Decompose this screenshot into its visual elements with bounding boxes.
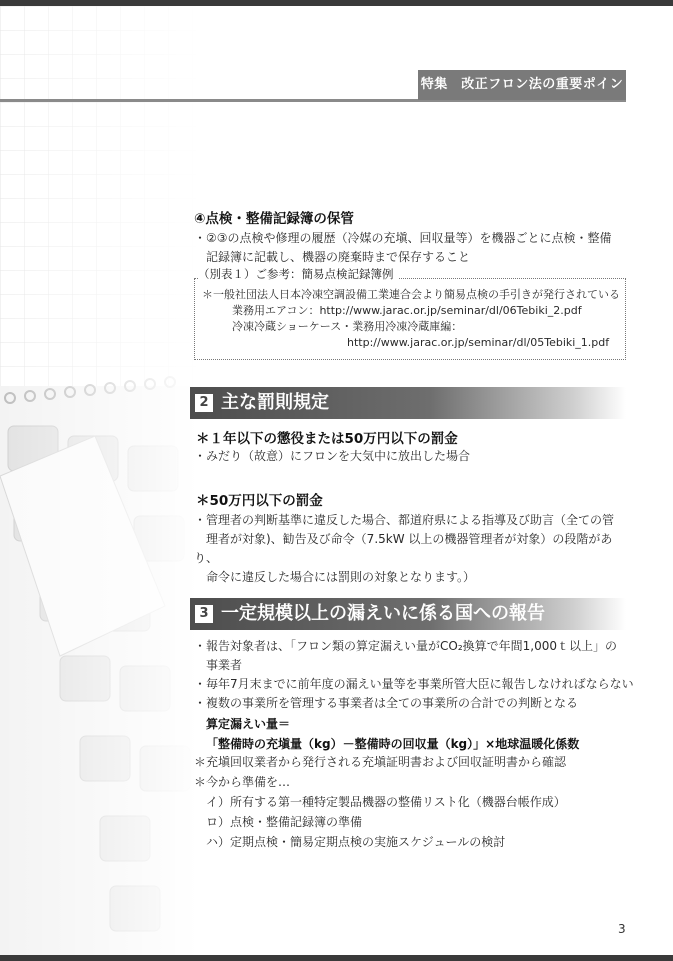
penalty2-heading: ＊50万円以下の罰金 [196,493,323,509]
report-line: ・毎年7月末までに前年度の漏えい量等を事業所管大臣に報告しなければならない [194,677,634,691]
prep-item: ロ）点検・整備記録簿の準備 [206,815,363,829]
section2-number: 2 [195,394,213,412]
section3-number: 3 [195,605,213,623]
report-line: ・複数の事業所を管理する事業者は全ての事業所の合計での判断となる [194,696,579,710]
penalty2-line: 理者が対象)、勧告及び命令（7.5kW 以上の機器管理者が対象）の段階があり、 [194,532,613,565]
reference-label: （別表１）ご参考：簡易点検記録簿例 [198,266,398,282]
header-tag: 特集 改正フロン法の重要ポイント [418,70,626,100]
penalty2-text [194,511,634,587]
penalty1-text: ・みだり（故意）にフロンを大気中に放出した場合 [194,449,471,463]
note-line: ＊充塡回収業者から発行される充塡証明書および回収証明書から確認 [194,755,567,769]
reference-link-aircon[interactable]: 業務用エアコン：http://www.jarac.or.jp/seminar/dl/06Tebiki_2.pdf [232,304,582,317]
formula: 「整備時の充塡量（kg）－整備時の回収量（kg）」×地球温暖化係数 [206,737,580,751]
reference-link-showcase[interactable]: http://www.jarac.or.jp/seminar/dl/05Tebiki_1.pdf [347,336,610,349]
section4-line: ・②③の点検や修理の履歴（冷媒の充塡、回収量等）を機器ごとに点検・整備 [194,231,612,245]
reference-showcase-label: 冷凍冷蔵ショーケース・業務用冷凍冷蔵庫編： [232,320,463,333]
section3-text [194,637,634,713]
penalty1-heading: ＊１年以下の懲役または50万円以下の罰金 [196,431,458,447]
report-line: ・報告対象者は、「フロン類の算定漏えい量がCO₂換算で年間1,000ｔ以上」の [194,639,617,653]
penalty2-line: 命令に違反した場合には罰則の対象となります。） [194,570,476,584]
section2-band [190,387,626,419]
page-number: 3 [618,922,626,936]
prep-item: イ）所有する第一種特定製品機器の整備リスト化（機器台帳作成） [206,795,566,809]
section4-line: 記録簿に記載し、機器の廃棄時まで保存すること [194,250,471,264]
prep-item: ハ）定期点検・簡易定期点検の実施スケジュールの検討 [206,835,506,849]
formula-label: 算定漏えい量＝ [206,717,291,731]
section2-title: 主な罰則規定 [221,392,329,413]
report-line: 事業者 [194,658,243,672]
bottom-border [0,955,673,961]
section4-text [194,229,634,267]
penalty2-line: ・管理者の判断基準に違反した場合、都道府県による指導及び助言（全ての管 [194,513,615,527]
background-illustration [0,6,200,956]
section4-heading: ④点検・整備記録簿の保管 [194,211,354,227]
reference-note: ＊一般社団法人日本冷凍空調設備工業連合会より簡易点検の手引きが発行されている [202,288,620,301]
section3-band [190,598,626,630]
note-line: ＊今から準備を… [194,775,291,789]
section3-title: 一定規模以上の漏えいに係る国への報告 [221,603,545,624]
